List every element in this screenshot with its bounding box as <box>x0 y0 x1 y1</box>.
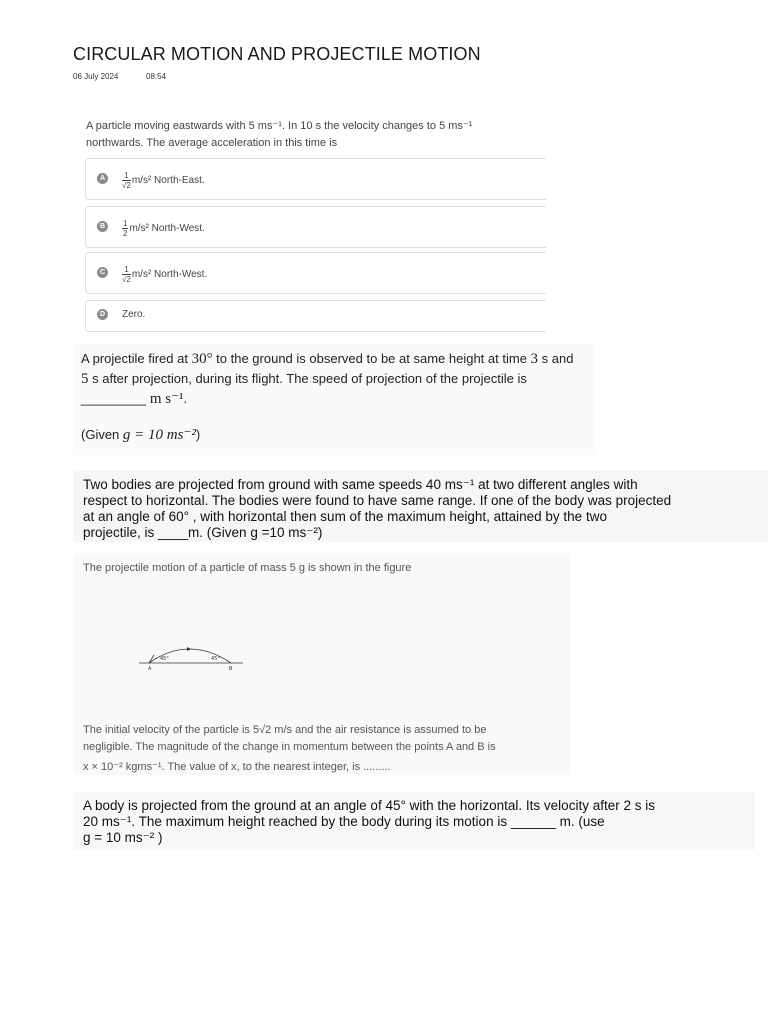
question-3-line-2: respect to horizontal. The bodies were found to have same range. If one of the body was projected <box>83 493 672 508</box>
velocity-vector <box>149 655 154 663</box>
question-1-stem-line-2: northwards. The average acceleration in this time is <box>86 137 338 149</box>
question-5-clip <box>73 792 755 850</box>
question-3-line-4: projectile, is ____m. (Given g =10 ms⁻²) <box>83 525 323 540</box>
option-b-text: $\frac{1}{2}$ m/s² North-West. <box>123 219 205 238</box>
note-date: 06 July 2024 <box>73 72 119 81</box>
option-a[interactable] <box>85 158 546 200</box>
option-d-text: Zero. <box>122 309 146 320</box>
question-3-line-1: Two bodies are projected from ground with same speeds 40 ms⁻¹ at two different angles with <box>83 477 638 492</box>
question-3-line-3: at an angle of 60° , with horizontal then sum of the maximum height, attained by the two <box>83 509 607 524</box>
note-time: 08:54 <box>146 72 167 81</box>
option-b-fraction: $\frac{1}{2}$ <box>123 219 128 238</box>
direction-arrow-icon <box>187 647 191 651</box>
question-4-intro: The projectile motion of a particle of mass 5 g is shown in the figure <box>83 562 412 574</box>
option-a-fraction: $\frac{1}{√2}$ <box>122 171 131 190</box>
page-title: CIRCULAR MOTION AND PROJECTILE MOTION <box>73 44 481 64</box>
point-b-label: B <box>229 666 233 671</box>
option-d-badge: D <box>97 309 108 320</box>
question-2-line-1: A projectile fired at 30° to the ground is observed to be at same height at time 3 s and <box>81 351 574 367</box>
option-c-text: $\frac{1}{√2}$ m/s² North-West. <box>122 265 208 284</box>
question-5-line-3: g = 10 ms⁻² ) <box>83 830 163 845</box>
angle-left-label: 45° <box>160 656 169 662</box>
option-d[interactable] <box>85 300 546 332</box>
option-b-badge: B <box>97 221 108 232</box>
question-4-line-3: x × 10⁻² kgms⁻¹. The value of x, to the nearest integer, is ......... <box>83 761 391 773</box>
question-1-stem-line-1: A particle moving eastwards with 5 ms⁻¹. In 10 s the velocity changes to 5 ms⁻¹ <box>86 120 473 132</box>
question-1-clip <box>73 108 539 334</box>
question-2-line-2: 5 s after projection, during its flight. The speed of projection of the projectile is <box>81 371 527 387</box>
question-5-line-2: 20 ms⁻¹. The maximum height reached by the body during its motion is ______ m. (use <box>83 814 605 829</box>
question-4-line-2: negligible. The magnitude of the change in momentum between the points A and B is <box>83 741 496 753</box>
question-3-clip <box>73 470 768 542</box>
question-4-clip <box>73 553 571 775</box>
point-a-label: A <box>148 666 152 671</box>
option-a-text: $\frac{1}{√2}$ m/s² North-East. <box>122 171 205 190</box>
option-b[interactable] <box>85 206 546 248</box>
question-2-given: (Given g = 10 ms⁻²) <box>81 427 201 443</box>
option-c-badge: C <box>97 267 108 278</box>
angle-right-label: 45° <box>211 656 220 662</box>
option-c[interactable] <box>85 252 546 294</box>
answer-blank: _________ <box>81 391 147 406</box>
option-c-fraction: $\frac{1}{√2}$ <box>122 265 131 284</box>
question-2-line-3: _________ m s⁻¹. <box>81 391 188 407</box>
option-a-badge: A <box>97 173 108 184</box>
question-1-stem <box>86 118 536 152</box>
question-4-line-1: The initial velocity of the particle is 5√2 m/s and the air resistance is assumed to be <box>83 724 487 736</box>
projectile-figure <box>139 641 249 671</box>
question-5-line-1: A body is projected from the ground at an angle of 45° with the horizontal. Its velocity after 2 s is <box>83 798 655 813</box>
question-2-clip <box>73 343 595 455</box>
